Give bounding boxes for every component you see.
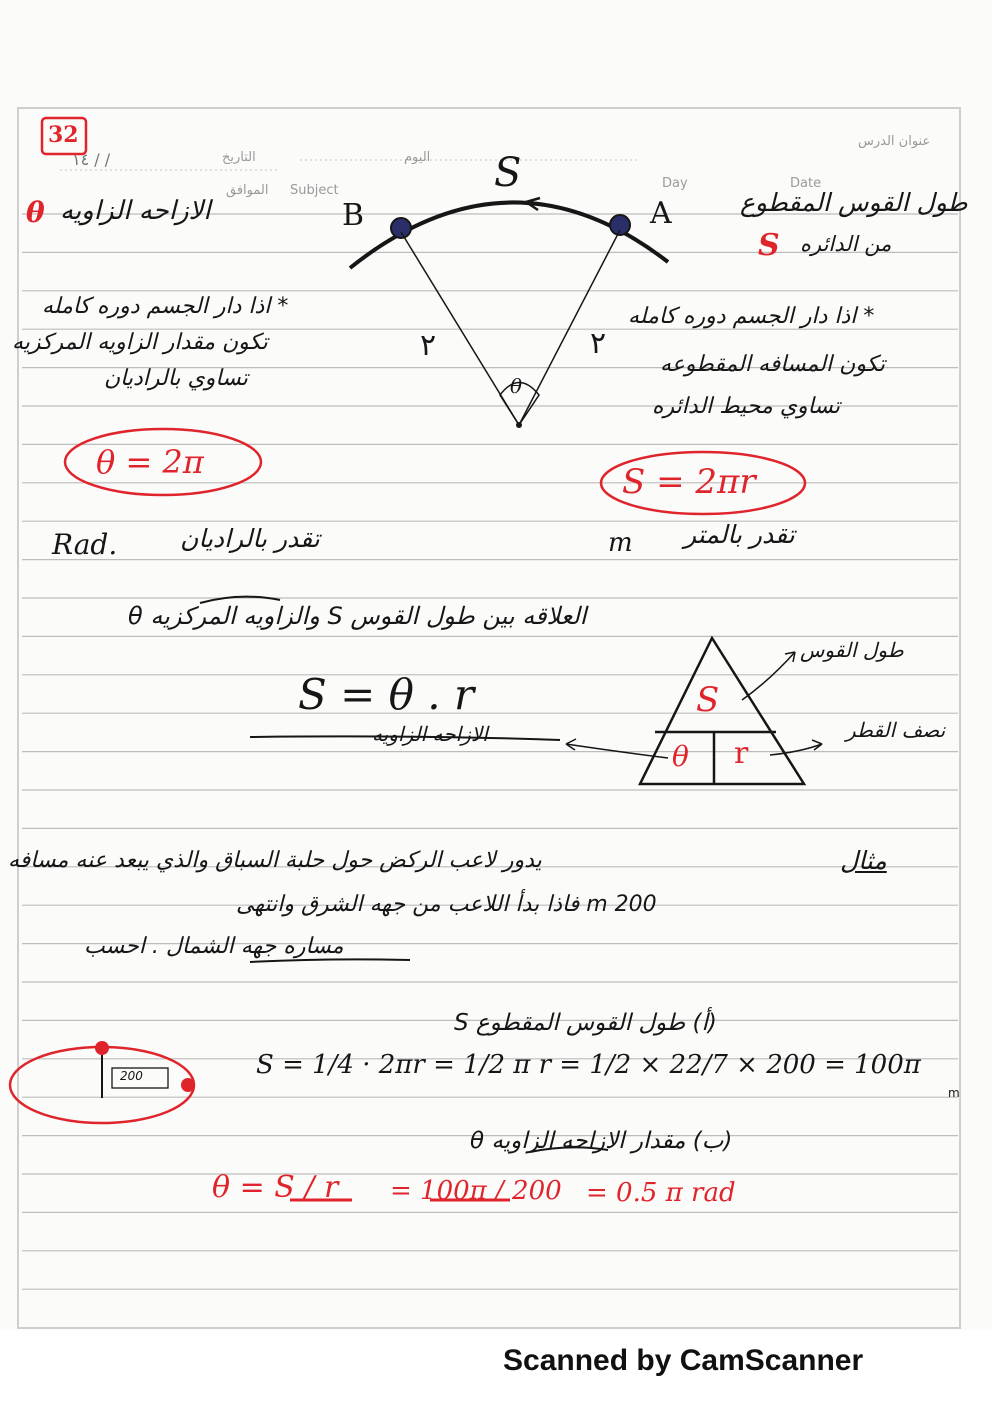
- sketch-value: 200: [120, 1069, 143, 1083]
- point-a: [610, 215, 630, 235]
- date-label: التاريخ: [222, 150, 256, 165]
- camscanner-watermark: Scanned by CamScanner: [503, 1344, 864, 1377]
- part-b-result: = 0.5 π rad: [586, 1178, 736, 1208]
- formula-triangle: [640, 638, 804, 784]
- part-a-calculation: S = 1/4 · 2πr = 1/2 π r = 1/2 × 22/7 × 200 = 100π: [256, 1050, 921, 1080]
- measured-meters-label: تقدر بالمتر: [684, 520, 795, 549]
- arrow-to-arc-length: [742, 652, 795, 700]
- point-b: [391, 218, 411, 238]
- sketch-end-point: [181, 1078, 195, 1092]
- left-note-line2: تكون مقدار الزاويه المركزيه: [12, 330, 268, 355]
- angular-displacement-label: الازاحه الزاويه: [372, 722, 488, 746]
- date-value: ١٤ / /: [72, 150, 111, 169]
- example-line3: مساره جهه الشمال . احسب: [84, 934, 344, 959]
- page-number: 32: [48, 122, 79, 148]
- theta-symbol: θ: [26, 196, 45, 229]
- point-b-label: B: [342, 198, 365, 233]
- relation-formula: S = θ . r: [298, 670, 475, 719]
- measured-radians-label: تقدر بالراديان: [180, 524, 320, 553]
- from-circle-label: من الدائره: [800, 232, 892, 256]
- right-note-line3: تساوي محيط الدائره: [652, 394, 841, 419]
- lesson-title-label: عنوان الدرس: [858, 134, 931, 149]
- example-underline: [250, 959, 410, 962]
- part-a-label: (أ) طول القوس المقطوع S: [454, 1010, 717, 1036]
- rad-unit: Rad.: [52, 528, 118, 561]
- arc-length-title: طول القوس المقطوع: [740, 188, 968, 217]
- sketch-start-point: [95, 1041, 109, 1055]
- circle-center: [516, 422, 522, 428]
- left-formula: θ = 2π: [96, 443, 204, 481]
- part-a-unit: m: [948, 1086, 960, 1100]
- date-en-label: Date: [790, 176, 822, 191]
- right-note-line1: * اذا دار الجسم دوره كامله: [628, 304, 875, 329]
- point-a-label: A: [650, 196, 672, 231]
- radius-arrow-label: نصف القطر: [846, 718, 946, 742]
- left-note-line1: * اذا دار الجسم دوره كامله: [42, 294, 289, 319]
- angle-label: θ: [510, 374, 523, 398]
- right-formula: S = 2πr: [622, 462, 756, 502]
- left-note-line3: تساوي بالراديان: [104, 366, 248, 391]
- triangle-s: S: [696, 680, 720, 720]
- radius-right-label: ٢: [590, 326, 607, 361]
- part-b-formula: θ = S / r: [212, 1170, 339, 1205]
- radius-left-label: ٢: [420, 328, 437, 363]
- m-unit: m: [608, 528, 633, 558]
- subject-label: Subject: [290, 183, 339, 198]
- scanner-footer: [0, 1330, 992, 1403]
- relation-heading: العلاقه بين طول القوس S والزاويه المركزيه θ: [128, 602, 587, 630]
- day-label: اليوم: [404, 150, 431, 165]
- triangle-r: r: [734, 736, 749, 771]
- day-en-label: Day: [662, 176, 688, 191]
- arc-label: S: [494, 150, 522, 196]
- example-line1: يدور لاعب الركض حول حلبة السباق والذي يبعد عنه مسافه: [8, 848, 542, 873]
- right-note-line2: تكون المسافه المقطوعه: [660, 352, 885, 377]
- angular-displacement-title: الازاحه الزاويه: [60, 196, 211, 226]
- s-symbol: S: [758, 228, 780, 263]
- corresponding-label: الموافق: [226, 183, 269, 198]
- example-label: مثال: [840, 846, 887, 875]
- example-line2: 200 m فاذا بدأ اللاعب من جهه الشرق وانتهى: [236, 892, 657, 917]
- part-b-substitution: = 100π / 200: [390, 1176, 562, 1206]
- arc-length-arrow-label: طول القوس: [800, 638, 904, 662]
- part-b-label: (ب) مقدار الازاحه الزاويه θ: [470, 1128, 733, 1154]
- triangle-theta: θ: [672, 740, 689, 773]
